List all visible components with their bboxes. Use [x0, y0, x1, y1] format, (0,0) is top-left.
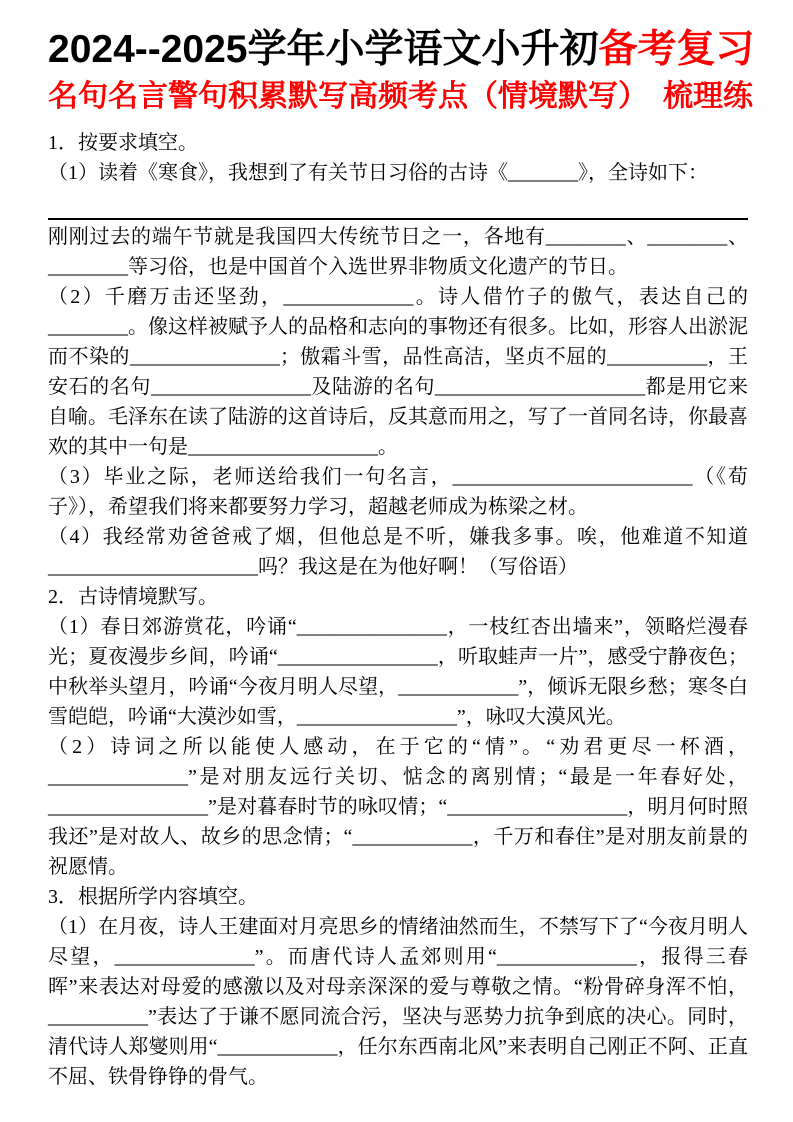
q2-item-2: （2）诗词之所以能使人感动，在于它的“情”。“劝君更尽一杯酒，______________”是对朋友远行关切、惦念的离别情；“最是一年春好处，________________”是对暮春时节的咏叹情；“__________________，明月何时照我还”是对故人、故乡的思念情；“____________，千万和春住”是对朋友前景的祝愿情。 — [48, 736, 748, 878]
q1-item-3: （3）毕业之际，老师送给我们一句名言，________________________（《荀子》），希望我们将来都要努力学习，超越老师成为栋梁之材。 — [48, 466, 748, 518]
q1-item-1: （1）读着《寒食》，我想到了有关节日习俗的古诗《_______》，全诗如下： — [48, 162, 708, 184]
page-title-red-part: 备考复习 — [598, 28, 755, 71]
answer-blank-line — [48, 196, 748, 220]
page-subtitle: 名句名言警句积累默写高频考点（情境默写） 梳理练 — [48, 80, 753, 113]
document-body — [48, 128, 748, 1092]
q2-item-1: （1）春日郊游赏花，吟诵“_______________，一枝红杏出墙来”，领略烂漫春光；夏夜漫步乡间，吟诵“________________，听取蛙声一片”，感受宁静夜色；中秋举头望月，吟诵“今夜月明人尽望，____________”，倾诉无限乡愁；寒冬白雪皑皑，吟诵“大漠沙如雪，________________”，咏叹大漠风光。 — [48, 616, 748, 728]
q2-heading: 2．古诗情境默写。 — [48, 586, 218, 608]
q3-heading: 3．根据所学内容填空。 — [48, 886, 258, 908]
q1-item-4: （4）我经常劝爸爸戒了烟，但他总是不听，嫌我多事。唉，他难道不知道_____________________吗？我这是在为他好啊！（写俗语） — [48, 526, 748, 578]
q1-heading: 1．按要求填空。 — [48, 132, 198, 154]
page-title-black-part: 2024--2025学年小学语文小升初 — [48, 28, 599, 71]
q3-item-1: （1）在月夜，诗人王建面对月亮思乡的情绪油然而生，不禁写下了“今夜月明人尽望，______________”。而唐代诗人孟郊则用“______________，报得三春晖”来表达对母爱的感激以及对母亲深深的爱与尊敬之情。“粉骨碎身浑不怕，__________”表达了于谦不愿同流合污，坚决与恶势力抗争到底的决心。同时，清代诗人郑燮则用“____________，任尔东西南北风”来表明自己刚正不阿、正直不屈、铁骨铮铮的骨气。 — [48, 916, 748, 1088]
q1-item-2: （2）千磨万击还坚劲，_____________。诗人借竹子的傲气，表达自己的________。像这样被赋予人的品格和志向的事物还有很多。比如，形容人出淤泥而不染的_______________；傲霜斗雪，品性高洁，坚贞不屈的__________，王安石的名句________________及陆游的名句_____________________都是用它来自喻。毛泽东在读了陆游的这首诗后，反其意而用之，写了一首同名诗，你最喜欢的其中一句是___________________。 — [48, 286, 748, 458]
q1-item-1-continued: 刚刚过去的端午节就是我国四大传统节日之一，各地有________、________、________等习俗，也是中国首个入选世界非物质文化遗产的节日。 — [48, 226, 748, 278]
page-title — [48, 26, 755, 74]
